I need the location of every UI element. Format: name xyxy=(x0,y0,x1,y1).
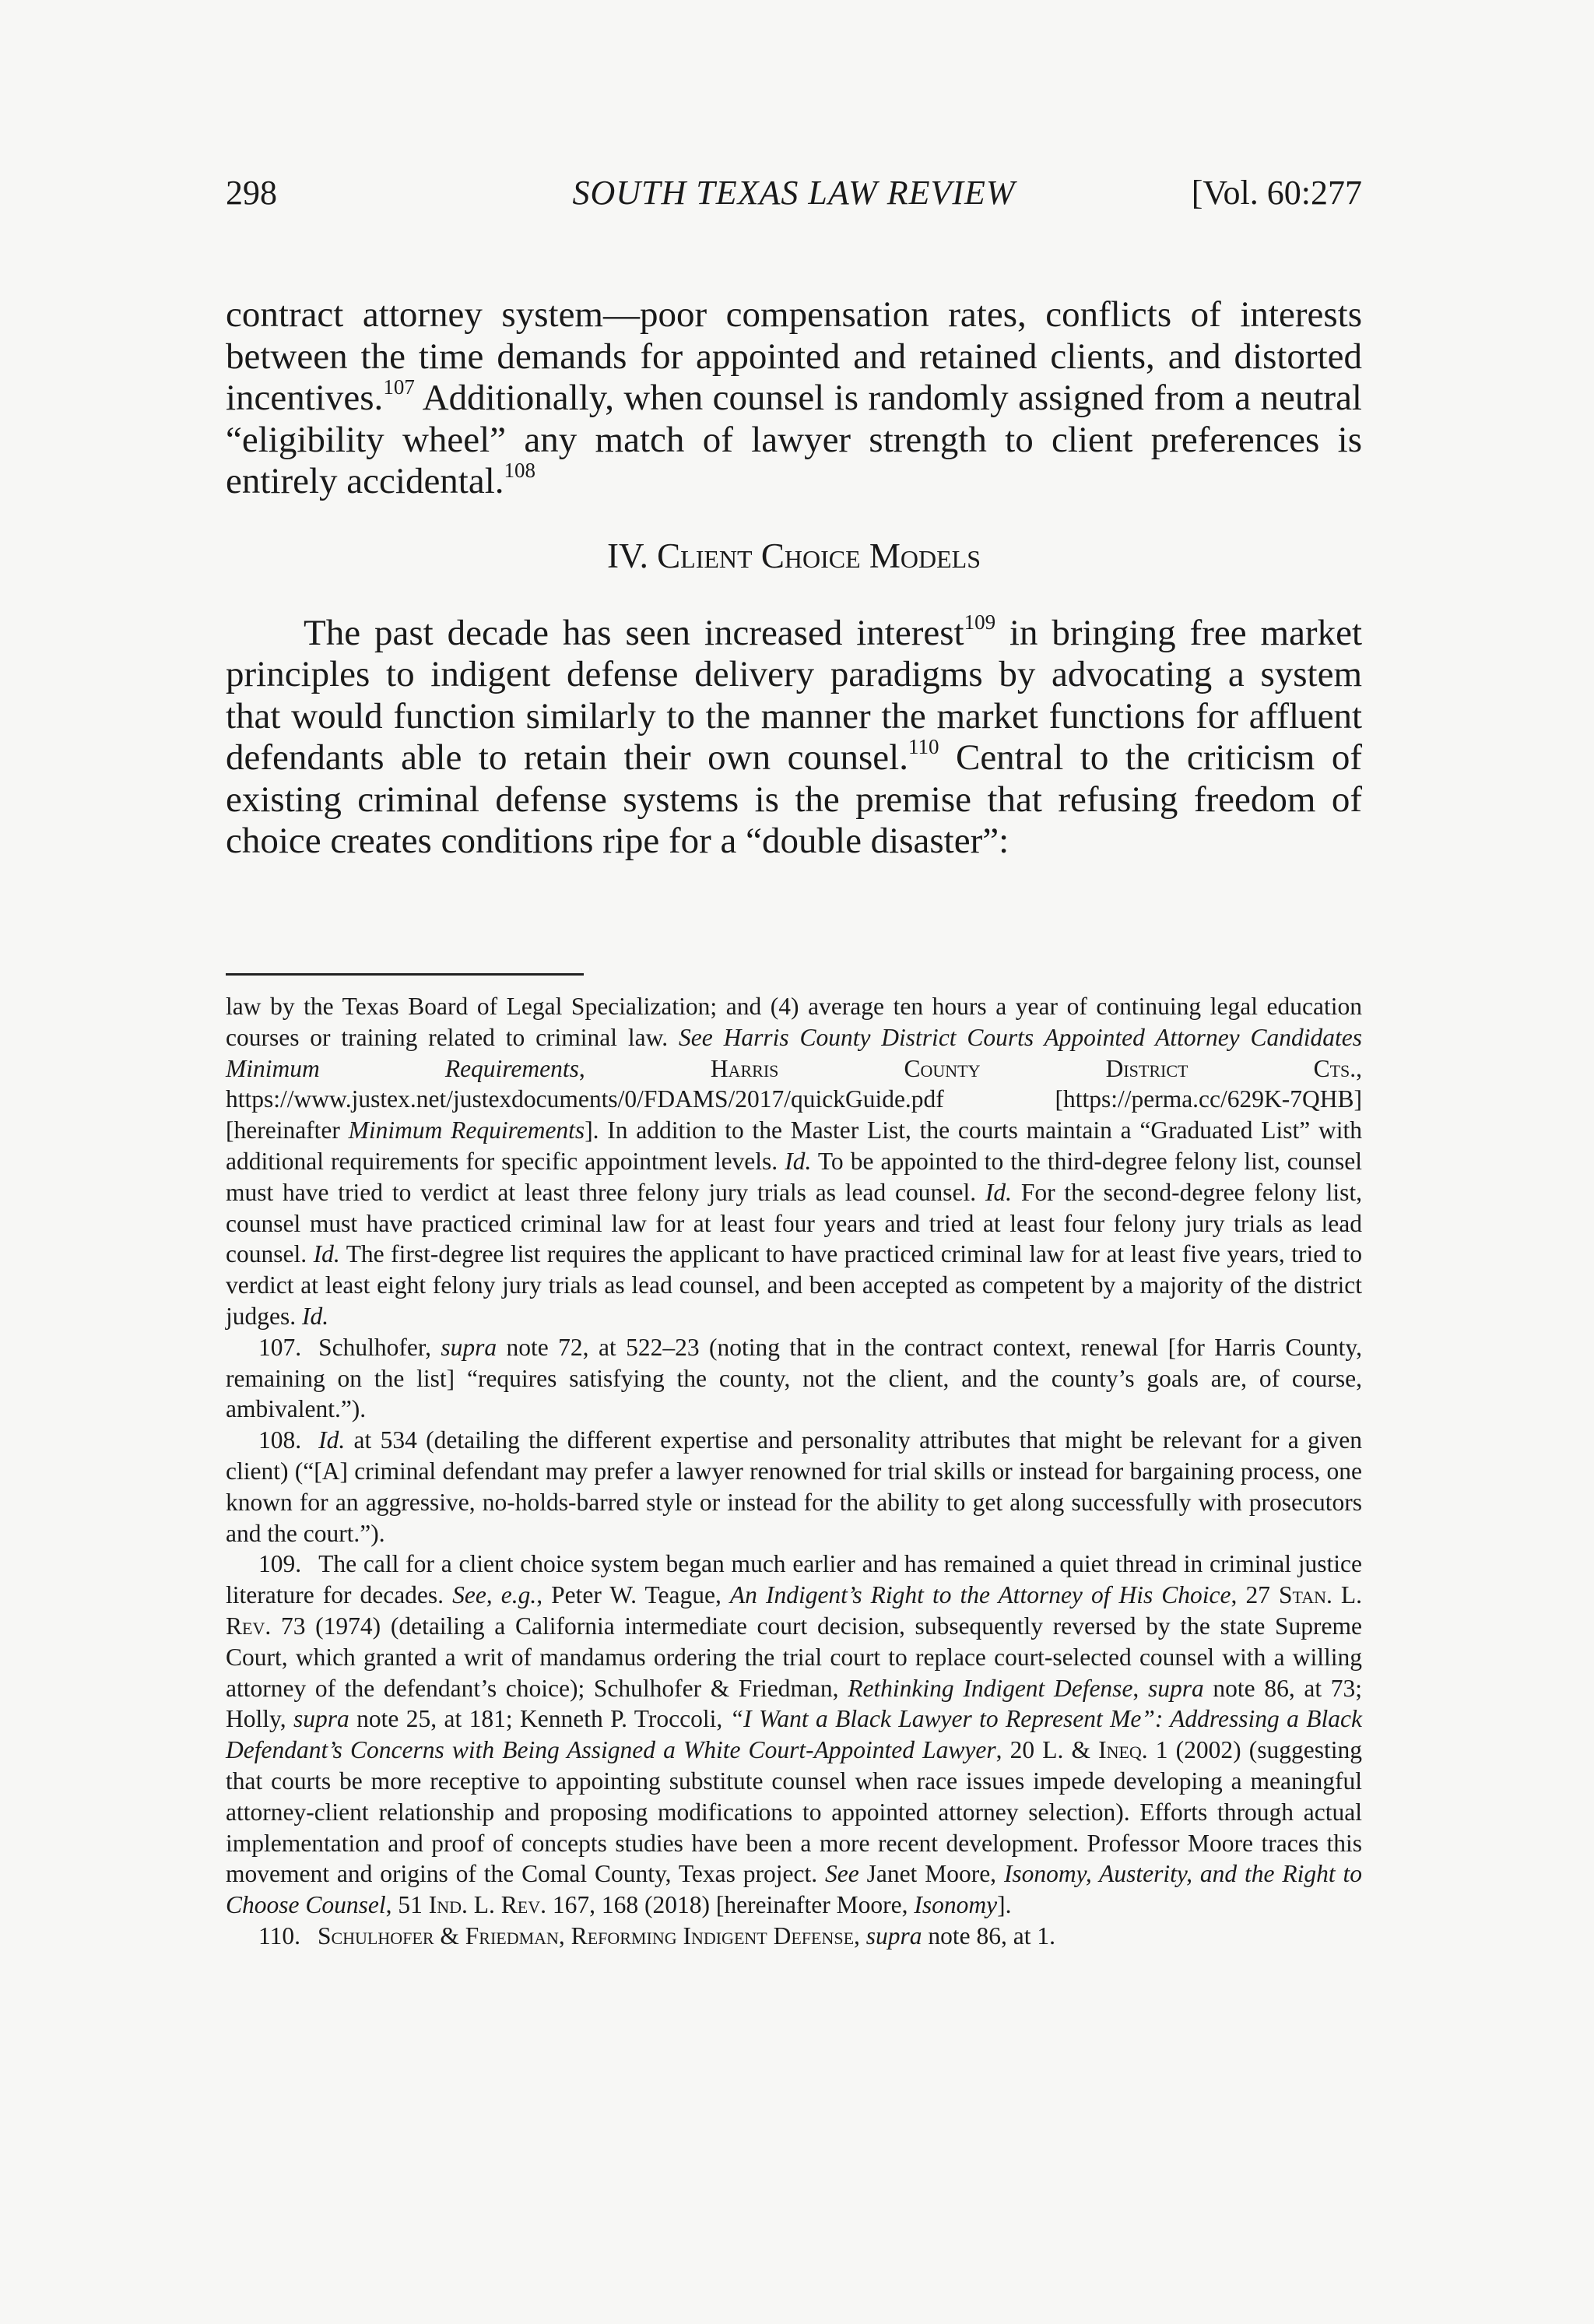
footnote-ref-107[interactable]: 107 xyxy=(383,375,415,399)
footnote-continuation: law by the Texas Board of Legal Specialization; and (4) average ten hours a year of continuing legal education courses or training related to criminal law. See Harris County District Courts Appointed Attorney Candidates Minimum Requirements, Harris County District Cts., https://www.justex.net/justexdocuments/0/FDAMS/2017/quickGuide.pdf [https://perma.cc/629K-7QHB] [hereinafter Minimum Requirements]. In addition to the Master List, the courts maintain a “Graduated List” with additional requirements for specific appointment levels. Id. To be appointed to the third-degree felony list, counsel must have tried to verdict at least three felony jury trials as lead counsel. Id. For the second-degree felony list, counsel must have practiced criminal law for at least four years and tried at least four felony jury trials as lead counsel. Id. The first-degree list requires the applicant to have practiced criminal law for at least five years, tried to verdict at least eight felony jury trials as lead counsel, and been accepted as competent by a majority of the district judges. Id. xyxy=(226,993,1363,1330)
footnote-number: 108. xyxy=(258,1426,302,1454)
main-text xyxy=(226,294,1362,863)
footnote-ref-110[interactable]: 110 xyxy=(908,735,939,758)
page-number: 298 xyxy=(226,174,277,212)
footnote-number: 109. xyxy=(258,1550,302,1578)
footnote-110: 110. Schulhofer & Friedman, Reforming Indigent Defense, supra note 86, at 1. xyxy=(226,1921,1362,1952)
footnotes xyxy=(226,991,1362,1952)
footnote-107: 107. Schulhofer, supra note 72, at 522–23 (noting that in the contract context, renewal [for Harris County, remaining on the list] “requires satisfying the county, not the client, and the county’s goals are, of course, ambivalent.”). xyxy=(226,1333,1363,1423)
footnote-109: 109. The call for a client choice system began much earlier and has remained a quiet thread in criminal justice literature for decades. See, e.g., Peter W. Teague, An Indigent’s Right to the Attorney of His Choice, 27 Stan. L. Rev. 73 (1974) (detailing a California intermediate court decision, subsequently reversed by the state Supreme Court, which granted a writ of mandamus ordering the trial court to replace court-selected counsel with a willing attorney of the defendant’s choice); Schulhofer & Friedman, Rethinking Indigent Defense, supra note 86, at 73; Holly, supra note 25, at 181; Kenneth P. Troccoli, “I Want a Black Lawyer to Represent Me”: Addressing a Black Defendant’s Concerns with Being Assigned a White Court-Appointed Lawyer, 20 L. & Ineq. 1 (2002) (suggesting that courts be more receptive to appointing substitute counsel when race issues impede developing a meaningful attorney-client relationship and proposing modifications to appointed attorney selection). Efforts through actual implementation and proof of concepts studies have been a more recent development. Professor Moore traces this movement and origins of the Comal County, Texas project. See Janet Moore, Isonomy, Austerity, and the Right to Choose Counsel, 51 Ind. L. Rev. 167, 168 (2018) [hereinafter Moore, Isonomy]. xyxy=(226,1550,1363,1919)
footnote-number: 107. xyxy=(258,1333,302,1361)
volume-citation: [Vol. 60:277 xyxy=(1191,174,1362,212)
footnote-ref-109[interactable]: 109 xyxy=(964,610,996,634)
footnote-number: 110. xyxy=(258,1921,300,1950)
paragraph-2: The past decade has seen increased interest$^{109}$ in bringing free market principles to indigent defense delivery paradigms by advocating a system that would function similarly to the manner the market functions for affluent defendants able to retain their own counsel.$^{110}$ Central to the criticism of existing criminal defense systems is the premise that refusing freedom of choice creates conditions ripe for a “double disaster”: xyxy=(226,610,1362,861)
section-heading: IV. Client Choice Models xyxy=(606,536,981,575)
journal-title: SOUTH TEXAS LAW REVIEW xyxy=(572,174,1016,212)
paragraph-1: contract attorney system—poor compensation rates, conflicts of interests between the time demands for appointed and retained clients, and distorted incentives.$^{107}$ Additionally, when counsel is randomly assigned from a neutral “eligibility wheel” any match of lawyer strength to client preferences is entirely accidental.$^{108}$ xyxy=(226,294,1362,501)
running-header xyxy=(226,173,1362,220)
footnote-ref-108[interactable]: 108 xyxy=(504,459,536,482)
footnote-divider xyxy=(226,973,584,976)
footnote-108: 108. Id. at 534 (detailing the different expertise and personality attributes that might be relevant for a given client) (“[A] criminal defendant may prefer a lawyer renowned for trial skills or instead for bargaining process, one known for an aggressive, no-holds-barred style or instead for the ability to get along successfully with prosecutors and the court.”). xyxy=(226,1426,1362,1547)
